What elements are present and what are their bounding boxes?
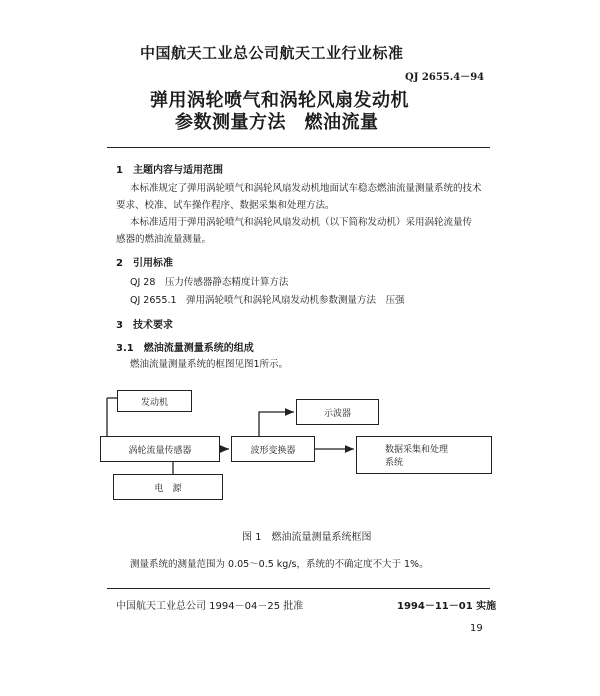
waveform-converter-block (231, 436, 315, 462)
standard-code: QJ 2655.4－94 (405, 72, 485, 83)
measurement-range-text: 测量系统的测量范围为 0.05～0.5 kg/s，系统的不确定度不大于 1%。 (130, 559, 429, 570)
section-1-para-1-line-2: 要求、校准、试车操作程序、数据采集和处理方法。 (116, 200, 335, 211)
converter-to-oscilloscope-arrow (259, 412, 294, 436)
section-1-heading: 1 主题内容与适用范围 (116, 165, 223, 176)
turbine-flow-sensor-label: 涡轮流量传感器 (128, 445, 192, 456)
document-title-line-1: 弹用涡轮喷气和涡轮风扇发动机 (150, 90, 409, 111)
oscilloscope-block (296, 399, 379, 425)
block-diagram (95, 388, 515, 513)
power-supply-block (113, 474, 223, 500)
section-3-1-text: 燃油流量测量系统的框图见图1所示。 (130, 359, 289, 370)
page-number: 19 (470, 623, 483, 634)
approval-date: 中国航天工业总公司 1994－04－25 批准 (116, 601, 304, 612)
document-title-line-2: 参数测量方法 燃油流量 (175, 112, 379, 133)
oscilloscope-label: 示波器 (323, 408, 351, 419)
turbine-flow-sensor-block (100, 436, 220, 462)
section-2-heading: 2 引用标准 (116, 258, 173, 269)
section-1-para-1-line-1: 本标准规定了弹用涡轮喷气和涡轮风扇发动机地面试车稳态燃油流量测量系统的技术 (130, 183, 482, 194)
data-acquisition-label-line-2: 系统 (385, 458, 404, 468)
waveform-converter-label: 波形变换器 (250, 445, 296, 456)
organization-header: 中国航天工业总公司航天工业行业标准 (140, 44, 404, 62)
section-1-para-2-line-1: 本标准适用于弹用涡轮喷气和涡轮风扇发动机（以下简称发动机）采用涡轮流量传 (130, 217, 473, 228)
section-1-para-2-line-2: 感器的燃油流量测量。 (116, 234, 212, 245)
reference-item-2: QJ 2655.1 弹用涡轮喷气和涡轮风扇发动机参数测量方法 压强 (130, 295, 405, 306)
section-3-heading: 3 技术要求 (116, 320, 173, 331)
figure-caption: 图 1 燃油流量测量系统框图 (242, 532, 372, 543)
engine-block (117, 390, 192, 412)
header-rule (107, 147, 490, 148)
footer-rule (107, 588, 490, 589)
section-3-1-heading: 3.1 燃油流量测量系统的组成 (116, 343, 254, 354)
data-acquisition-label-line-1: 数据采集和处理 (385, 445, 449, 455)
data-acquisition-block (356, 436, 492, 474)
reference-item-1: QJ 28 压力传感器静态精度计算方法 (130, 277, 289, 288)
effective-date: 1994－11－01 实施 (397, 601, 497, 612)
power-supply-label: 电 源 (154, 483, 182, 494)
engine-block-label: 发动机 (140, 397, 168, 408)
